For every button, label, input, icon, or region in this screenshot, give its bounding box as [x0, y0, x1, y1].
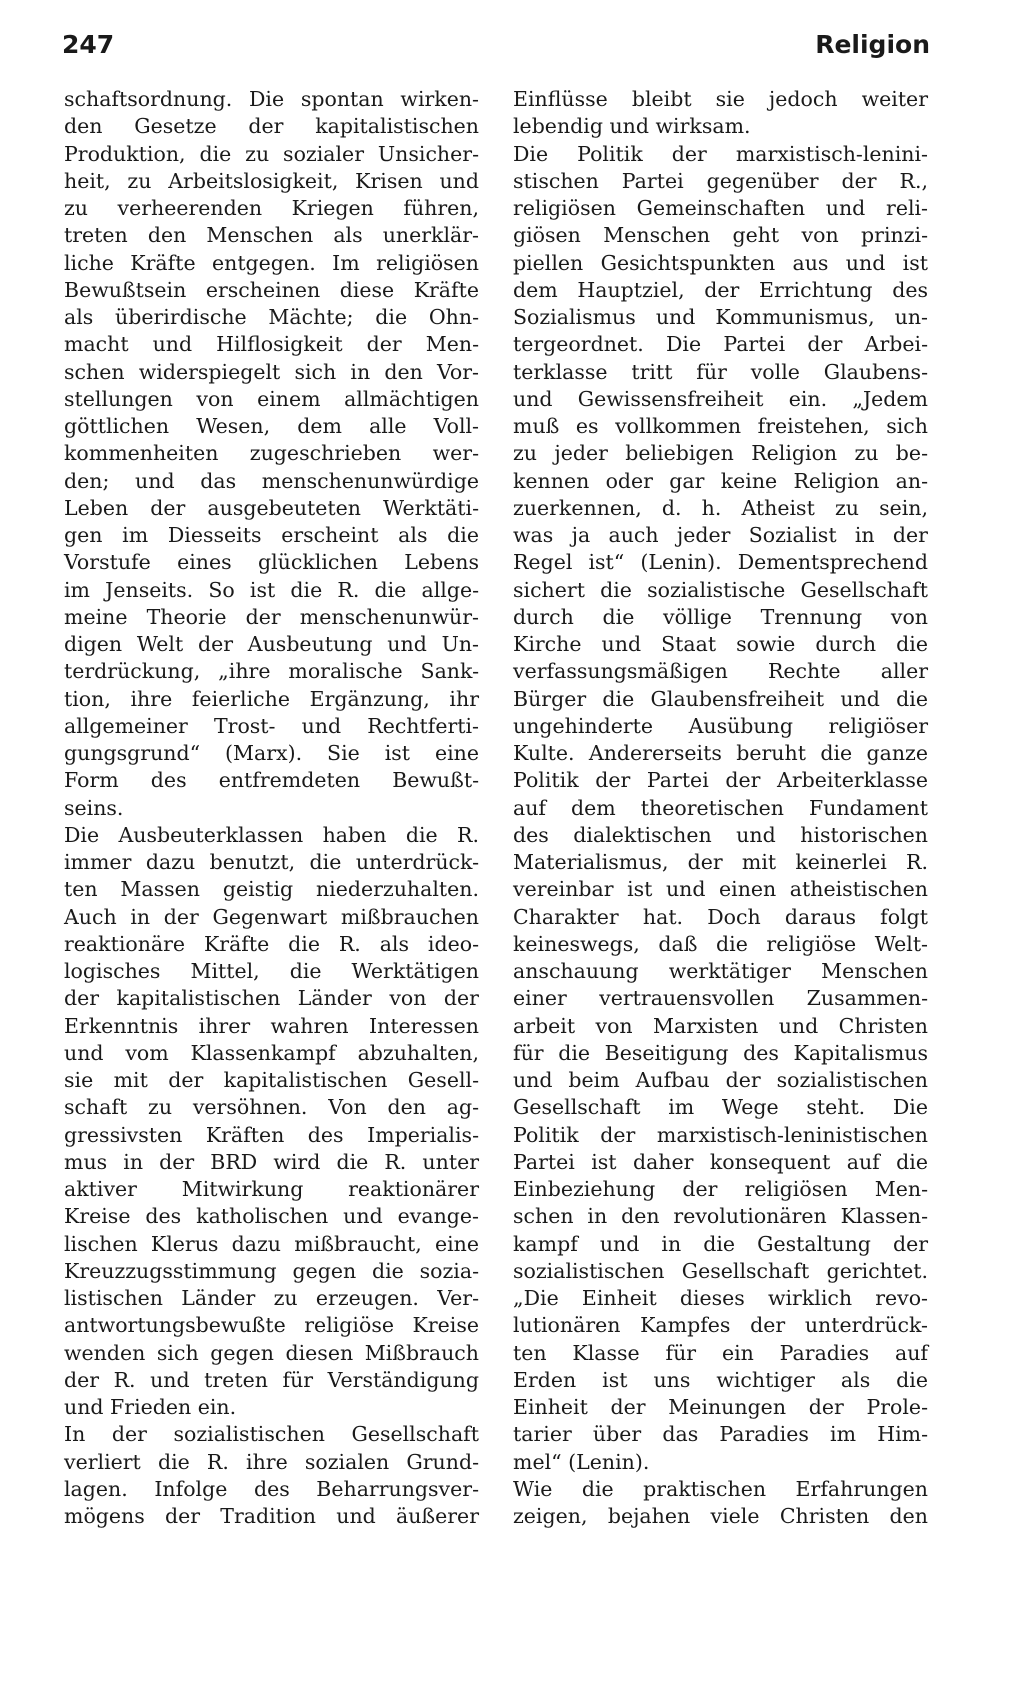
text-line: digen Welt der Ausbeutung und Un-: [64, 632, 479, 656]
text-line: liche Kräfte entgegen. Im religiösen: [64, 250, 479, 275]
text-line: gungsgrund“ (Marx). Sie ist eine: [64, 741, 479, 765]
text-line: stischen Partei gegenüber der R.,: [513, 168, 928, 193]
text-line: kennen oder gar keine Religion an-: [513, 468, 928, 493]
text-line: „Die Einheit dieses wirklich revo-: [513, 1286, 928, 1310]
text-line: terdrückung, „ihre moralische Sank-: [64, 659, 479, 684]
text-line: Einbeziehung der religiösen Men-: [513, 1177, 928, 1201]
text-line: Kreuzzugsstimmung gegen die sozia-: [64, 1258, 479, 1283]
text-line: und Frieden ein.: [64, 1395, 237, 1419]
text-line: schen widerspiegelt sich in den Vor-: [64, 359, 479, 384]
text-line: zu verheerenden Kriegen führen,: [64, 196, 479, 220]
text-line: Politik der Partei der Arbeiterklasse: [513, 768, 928, 793]
text-line: sichert die sozialistische Gesellschaft: [513, 577, 928, 602]
text-line: auf dem theoretischen Fundament: [513, 795, 928, 820]
text-line: Kreise des katholischen und evange-: [64, 1204, 479, 1229]
text-line: Bürger die Glaubensfreiheit und die: [513, 686, 928, 711]
text-line: Produktion, die zu sozialer Unsicher-: [64, 141, 479, 166]
text-line: vereinbar ist und einen atheistischen: [513, 877, 928, 902]
text-line: schaftsordnung. Die spontan wirken-: [64, 87, 479, 111]
text-line: religiösen Gemeinschaften und reli-: [513, 196, 928, 220]
page-header: [62, 30, 930, 70]
text-line: Gesellschaft im Wege steht. Die: [513, 1095, 928, 1120]
text-line: lischen Klerus dazu mißbraucht, eine: [64, 1231, 479, 1256]
text-line: terklasse tritt für volle Glaubens-: [513, 359, 928, 384]
text-line: mus in der BRD wird die R. unter: [64, 1149, 479, 1174]
text-line: aktiver Mitwirkung reaktionärer: [64, 1177, 479, 1201]
text-line: und vom Klassenkampf abzuhalten,: [64, 1040, 479, 1065]
text-line: logisches Mittel, die Werktätigen: [64, 959, 479, 983]
text-line: immer dazu benutzt, die unterdrück-: [64, 850, 479, 874]
text-line: Charakter hat. Doch daraus folgt: [513, 904, 928, 929]
text-line: zeigen, bejahen viele Christen den: [513, 1504, 928, 1528]
text-line: Form des entfremdeten Bewußt-: [64, 768, 479, 793]
text-line: zuerkennen, d. h. Atheist zu sein,: [513, 495, 928, 520]
text-line: schen in den revolutionären Klassen-: [513, 1204, 928, 1229]
text-line: macht und Hilflosigkeit der Men-: [64, 332, 479, 357]
text-line: und Gewissensfreiheit ein. „Jedem: [513, 386, 928, 411]
page-number: 247: [62, 30, 115, 59]
text-line: des dialektischen und historischen: [513, 822, 928, 847]
text-line: tion, ihre feierliche Ergänzung, ihr: [64, 686, 479, 711]
text-line: listischen Länder zu erzeugen. Ver-: [64, 1286, 479, 1310]
text-line: ten Massen geistig niederzuhalten.: [64, 877, 479, 902]
text-line: Leben der ausgebeuteten Werktäti-: [64, 495, 479, 520]
running-head: Religion: [815, 30, 930, 59]
text-line: lagen. Infolge des Beharrungsver-: [64, 1476, 479, 1501]
text-line: den; und das menschenunwürdige: [64, 468, 479, 493]
text-line: gressivsten Kräften des Imperialis-: [64, 1122, 479, 1147]
text-line: piellen Gesichtspunkten aus und ist: [513, 250, 928, 275]
text-line: lebendig und wirksam.: [513, 114, 751, 139]
text-line: kampf und in die Gestaltung der: [513, 1231, 928, 1256]
text-line: Die Politik der marxistisch-lenini-: [513, 141, 928, 166]
text-line: sozialistischen Gesellschaft gerichtet.: [513, 1258, 928, 1283]
text-line: heit, zu Arbeitslosigkeit, Krisen und: [64, 168, 479, 193]
text-line: mögens der Tradition und äußerer: [64, 1504, 479, 1528]
text-line: der R. und treten für Verständigung: [64, 1367, 479, 1392]
text-line: den Gesetze der kapitalistischen: [64, 114, 479, 139]
text-line: Kirche und Staat sowie durch die: [513, 632, 928, 656]
text-line: kommenheiten zugeschrieben wer-: [64, 441, 479, 466]
text-line: Einflüsse bleibt sie jedoch weiter: [513, 87, 928, 111]
text-line: Erden ist uns wichtiger als die: [513, 1367, 928, 1392]
text-line: treten den Menschen als unerklär-: [64, 223, 479, 248]
text-line: Erkenntnis ihrer wahren Interessen: [64, 1013, 479, 1038]
text-line: In der sozialistischen Gesellschaft: [64, 1422, 479, 1447]
text-line: dem Hauptziel, der Errichtung des: [513, 277, 928, 302]
text-line: für die Beseitigung des Kapitalismus: [513, 1040, 928, 1065]
text-line: Bewußtsein erscheinen diese Kräfte: [64, 277, 479, 302]
text-line: sie mit der kapitalistischen Gesell-: [64, 1068, 479, 1092]
text-line: Vorstufe eines glücklichen Lebens: [64, 550, 479, 575]
text-line: allgemeiner Trost- und Rechtferti-: [64, 713, 479, 738]
right-text-column: [513, 86, 928, 1530]
text-line: anschauung werktätiger Menschen: [513, 959, 928, 983]
text-line: arbeit von Marxisten und Christen: [513, 1013, 928, 1038]
text-line: Politik der marxistisch-leninistischen: [513, 1122, 928, 1147]
text-line: wenden sich gegen diesen Mißbrauch: [64, 1340, 479, 1365]
text-line: Materialismus, der mit keinerlei R.: [513, 850, 928, 874]
text-line: lutionären Kampfes der unterdrück-: [513, 1313, 928, 1338]
text-line: und beim Aufbau der sozialistischen: [513, 1068, 928, 1092]
text-line: stellungen von einem allmächtigen: [64, 386, 479, 411]
text-line: verliert die R. ihre sozialen Grund-: [64, 1449, 479, 1474]
text-line: Regel ist“ (Lenin). Dementsprechend: [513, 550, 928, 575]
text-line: meine Theorie der menschenunwür-: [64, 604, 479, 629]
text-line: verfassungsmäßigen Rechte aller: [513, 659, 928, 684]
text-line: ten Klasse für ein Paradies auf: [513, 1340, 928, 1365]
text-line: zu jeder beliebigen Religion zu be-: [513, 441, 928, 466]
text-line: ungehinderte Ausübung religiöser: [513, 713, 928, 738]
text-line: giösen Menschen geht von prinzi-: [513, 223, 928, 248]
text-line: Sozialismus und Kommunismus, un-: [513, 305, 928, 329]
text-line: der kapitalistischen Länder von der: [64, 986, 479, 1011]
text-line: schaft zu versöhnen. Von den ag-: [64, 1095, 479, 1120]
text-line: muß es vollkommen freistehen, sich: [513, 414, 928, 438]
text-line: seins.: [64, 795, 124, 820]
text-line: reaktionäre Kräfte die R. als ideo-: [64, 931, 479, 956]
text-line: tergeordnet. Die Partei der Arbei-: [513, 332, 928, 357]
text-line: einer vertrauensvollen Zusammen-: [513, 986, 928, 1011]
text-line: Die Ausbeuterklassen haben die R.: [64, 822, 479, 847]
text-line: Einheit der Meinungen der Prole-: [513, 1395, 928, 1419]
text-line: was ja auch jeder Sozialist in der: [513, 523, 928, 547]
text-line: Partei ist daher konsequent auf die: [513, 1149, 928, 1174]
text-line: als überirdische Mächte; die Ohn-: [64, 305, 479, 329]
text-line: göttlichen Wesen, dem alle Voll-: [64, 414, 479, 438]
text-line: mel“ (Lenin).: [513, 1449, 650, 1474]
text-line: Wie die praktischen Erfahrungen: [513, 1476, 928, 1501]
text-line: antwortungsbewußte religiöse Kreise: [64, 1313, 479, 1338]
text-line: gen im Diesseits erscheint als die: [64, 523, 479, 547]
text-line: Kulte. Andererseits beruht die ganze: [513, 741, 928, 765]
text-line: keineswegs, daß die religiöse Welt-: [513, 931, 928, 956]
text-line: im Jenseits. So ist die R. die allge-: [64, 577, 479, 602]
left-text-column: [64, 86, 479, 1530]
text-line: Auch in der Gegenwart mißbrauchen: [64, 904, 479, 929]
text-line: tarier über das Paradies im Him-: [513, 1422, 928, 1447]
text-line: durch die völlige Trennung von: [513, 604, 928, 629]
